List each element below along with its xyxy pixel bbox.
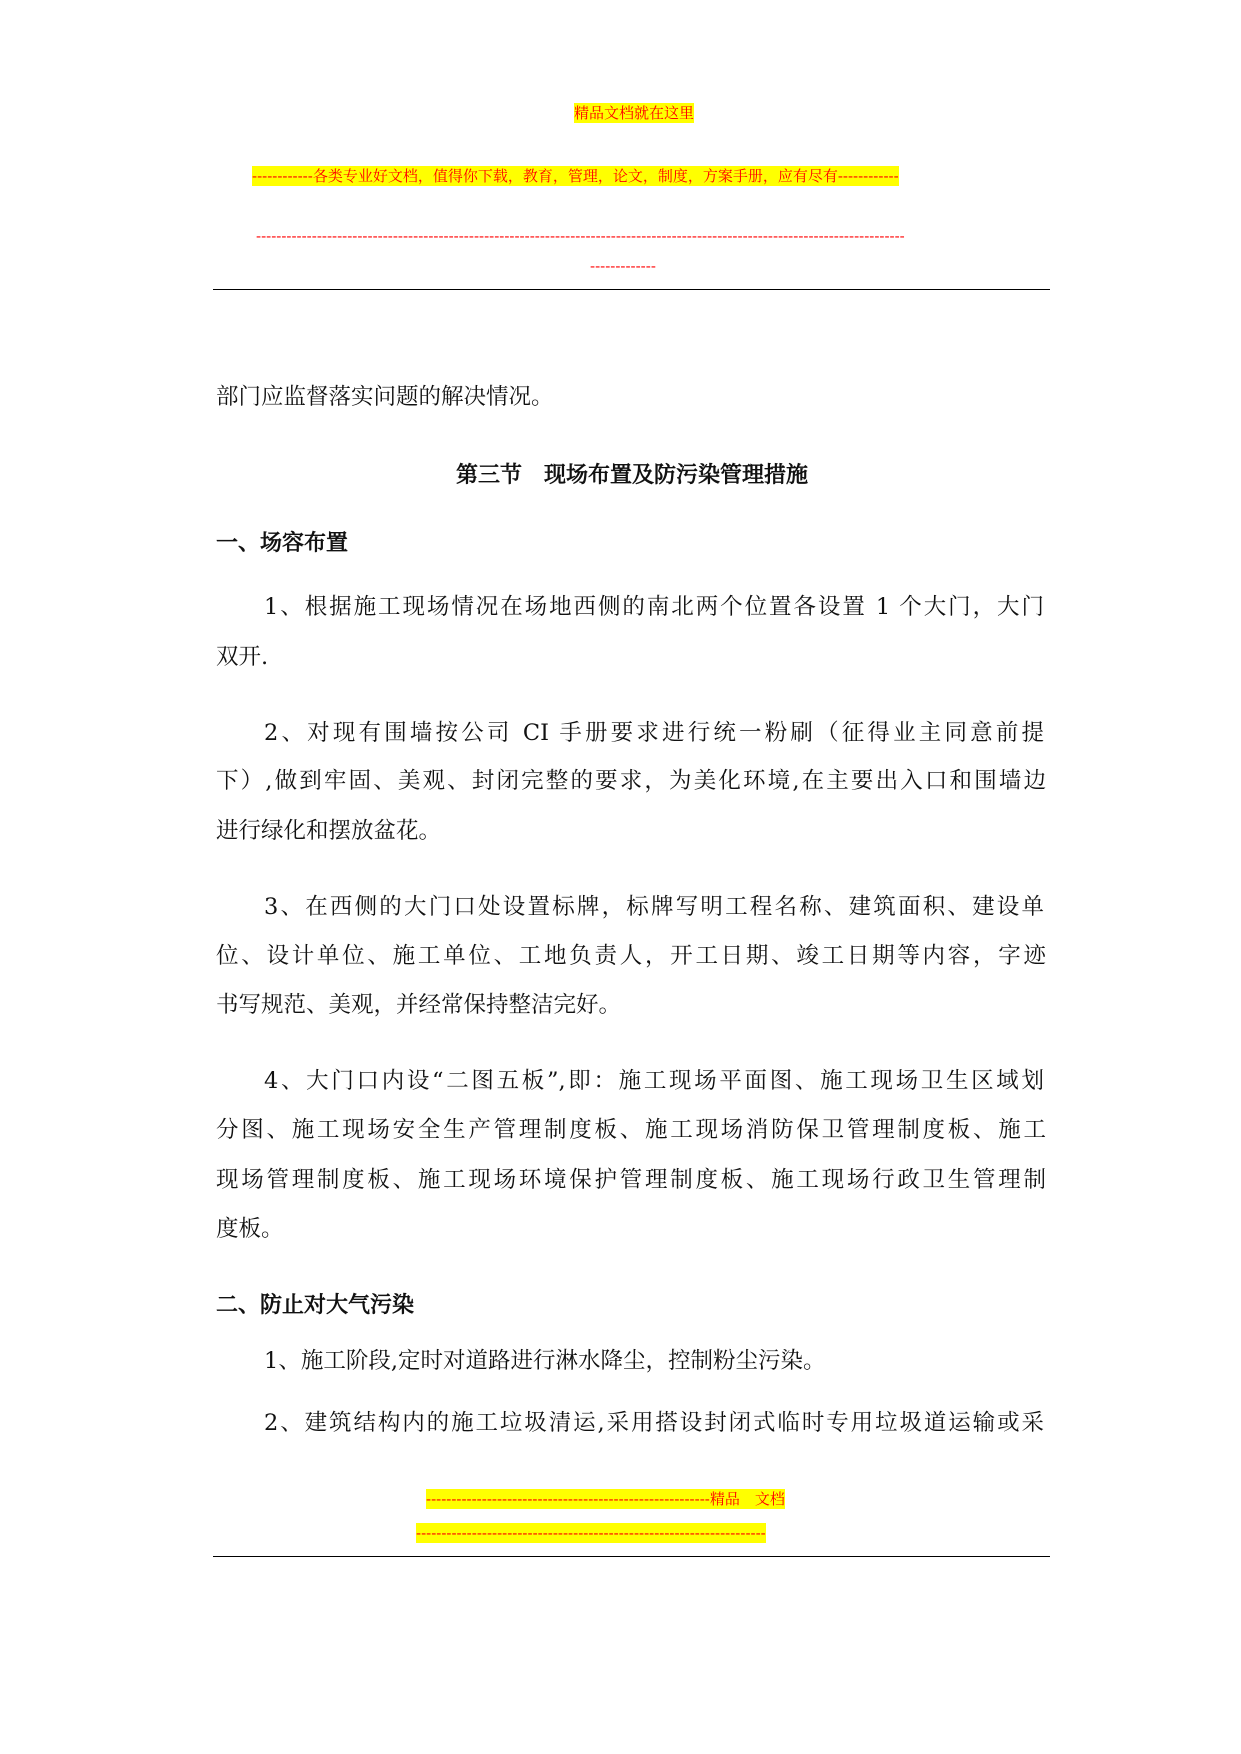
heading-site-layout: 一、场容布置 (216, 530, 349, 556)
para3-line3: 书写规范、美观，并经常保持整洁完好。 (216, 992, 622, 1018)
para1-line2: 双开. (216, 644, 269, 670)
header-rule (213, 289, 1050, 290)
para3-line1: 3、在西侧的大门口处设置标牌，标牌写明工程名称、建筑面积、建设单 (264, 894, 1044, 920)
footer-rule (213, 1556, 1050, 1557)
section-title: 第三节 现场布置及防污染管理措施 (456, 462, 809, 488)
para4-line1: 4、大门口内设“二图五板”,即：施工现场平面图、施工现场卫生区域划 (264, 1068, 1044, 1094)
heading-air-pollution: 二、防止对大气污染 (216, 1292, 415, 1318)
header-dashes-line2: ------------- (590, 257, 656, 275)
para3-line2: 位、设计单位、施工单位、工地负责人，开工日期、竣工日期等内容，字迹 (216, 943, 1046, 969)
para4-line4: 度板。 (216, 1216, 284, 1242)
header-title: 精品文档就在这里 (574, 104, 695, 122)
para1-line1: 1、根据施工现场情况在场地西侧的南北两个位置各设置 1 个大门，大门 (264, 594, 1044, 620)
para2-line3: 进行绿化和摆放盆花。 (216, 818, 442, 844)
air-item-1: 1、施工阶段,定时对道路进行淋水降尘，控制粉尘污染。 (264, 1348, 826, 1374)
header-dashes-line1: -------------------------------------------------------------------------------------------------------------------------------- (256, 227, 905, 245)
air-item-2: 2、建筑结构内的施工垃圾清运,采用搭设封闭式临时专用垃圾道运输或采 (264, 1410, 1044, 1436)
continuation-text: 部门应监督落实问题的解决情况。 (216, 384, 554, 410)
para2-line1: 2、对现有围墙按公司 CI 手册要求进行统一粉刷（征得业主同意前提 (264, 720, 1044, 746)
para4-line2: 分图、施工现场安全生产管理制度板、施工现场消防保卫管理制度板、施工 (216, 1117, 1046, 1143)
header-banner: ------------各类专业好文档，值得你下载，教育，管理，论文，制度，方案手册，应有尽有------------ (252, 167, 899, 185)
para2-line2: 下）,做到牢固、美观、封闭完整的要求，为美化环境,在主要出入口和围墙边 (216, 768, 1046, 794)
footer-line1: --------------------------------------------------------精品 文档 (426, 1490, 785, 1508)
para4-line3: 现场管理制度板、施工现场环境保护管理制度板、施工现场行政卫生管理制 (216, 1167, 1046, 1193)
footer-line2: --------------------------------------------------------------------- (416, 1524, 766, 1542)
